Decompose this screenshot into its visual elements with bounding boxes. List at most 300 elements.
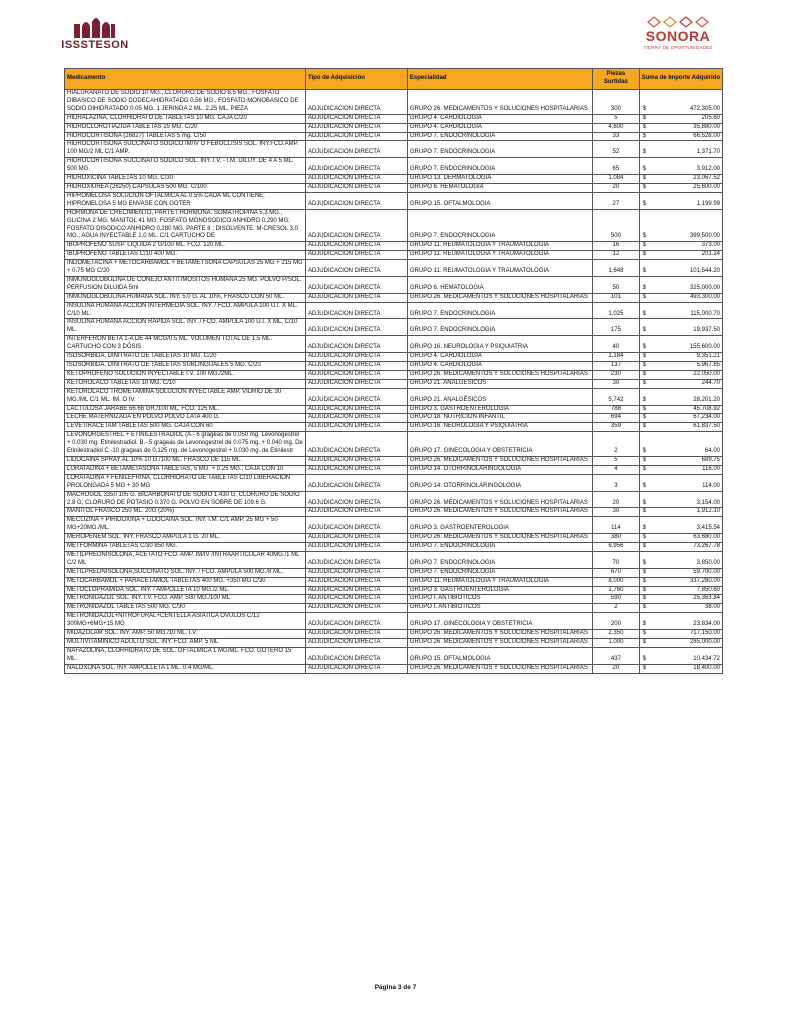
table-row xyxy=(65,319,723,336)
medicine-name-cell: HIDROCORTISONA SUCCINATO SODICO SOL. INY. I.V. - I.M. DILUY. DE 4 A 5 ML. 500 MG. xyxy=(65,158,306,175)
currency-symbol: $ xyxy=(642,639,646,645)
currency-symbol: $ xyxy=(642,251,646,258)
amount-cell xyxy=(639,543,722,552)
specialty-cell: GRUPO 4. CARDIOLOGIA xyxy=(407,362,592,371)
pieces-cell: 670 xyxy=(593,568,639,577)
table-row xyxy=(65,491,723,508)
currency-symbol: $ xyxy=(642,621,646,628)
medicine-name-cell: ISOSORBIDA, DINITRATO DE TABLETAS 10 MG. C/20 xyxy=(65,353,306,362)
amount-cell xyxy=(639,319,722,336)
specialty-cell: GRUPO 11. REUMATOLOGIA Y TRAUMATOLOGIA xyxy=(407,577,592,586)
amount-value: 337,280.00 xyxy=(689,577,720,584)
column-header-medicamento: Medicamento xyxy=(65,69,306,90)
currency-symbol: $ xyxy=(642,568,646,575)
amount-value: 10,434.72 xyxy=(693,655,720,662)
currency-symbol: $ xyxy=(642,105,646,112)
medicine-name-cell: METFORMINA TABLETAS C/30 850 MG. xyxy=(65,543,306,552)
acquisition-type-cell: ADJUDICACION DIRECTA xyxy=(305,613,407,630)
amount-value: 73,267.78 xyxy=(693,543,720,550)
specialty-cell: GRUPO 6. HEMATOLOGIA xyxy=(407,276,592,293)
acquisition-type-cell: ADJUDICACION DIRECTA xyxy=(305,336,407,353)
sonora-logo xyxy=(640,16,716,56)
amount-value: 23,067.52 xyxy=(693,175,720,182)
table-row xyxy=(65,664,723,673)
acquisition-type-cell: ADJUDICACION DIRECTA xyxy=(305,586,407,595)
amount-value: 28,201.20 xyxy=(693,396,720,403)
pieces-cell: 1,025 xyxy=(593,302,639,319)
currency-symbol: $ xyxy=(642,200,646,207)
table-row xyxy=(65,132,723,141)
acquisition-type-cell: ADJUDICACION DIRECTA xyxy=(305,293,407,302)
currency-symbol: $ xyxy=(642,604,646,611)
column-header-importe: Suma de Importe Adquirido xyxy=(639,69,722,90)
amount-value: 155,600.00 xyxy=(689,344,720,351)
acquisition-type-cell: ADJUDICACION DIRECTA xyxy=(305,114,407,123)
pieces-cell: 788 xyxy=(593,405,639,414)
specialty-cell: GRUPO 11. REUMATOLOGIA Y TRAUMATOLOGIA xyxy=(407,251,592,260)
specialty-cell: GRUPO 26. MEDICAMENTOS Y SOLUCIONES HOSPITALARIAS xyxy=(407,534,592,543)
specialty-cell: GRUPO 11. REUMATOLOGIA Y TRAUMATOLOGIA xyxy=(407,242,592,251)
acquisition-type-cell: ADJUDICACION DIRECTA xyxy=(305,432,407,457)
medicine-name-cell: INSULINA HUMANA ACCION INTERMEDIA SOL. INY. / FCO. AMPULA 100 U.I. X ML. C/10 ML. xyxy=(65,302,306,319)
pieces-cell: 300 xyxy=(593,90,639,115)
amount-value: 1,371.70 xyxy=(696,149,720,156)
specialty-cell: GRUPO 4. CARDIOLOGIA xyxy=(407,123,592,132)
medicine-name-cell: IBUPROFENO SUSP. LIQUIDA 2 G/100 ML. FCO. 120 ML. xyxy=(65,242,306,251)
pieces-cell: 20 xyxy=(593,491,639,508)
amount-cell xyxy=(639,534,722,543)
medicine-name-cell: MACROGOL 3350 105 G. BICARBONATO DE SODIO 1.430 G, CLORURO DE SODIO 2.8 G, CLORURO DE POTASIO 0.370 G. POLVO EN SOBRE DE 109.6 G. xyxy=(65,491,306,508)
medicine-name-cell: METRONIDAZOL+NITROFURAL+CENTELLA ASIATICA OVULOS C/12 300MG+6MG+15 MG xyxy=(65,613,306,630)
amount-value: 63,680.00 xyxy=(693,534,720,541)
pieces-cell: 5,742 xyxy=(593,388,639,405)
acquisition-type-cell: ADJUDICACION DIRECTA xyxy=(305,639,407,648)
amount-value: 373.00 xyxy=(701,242,720,249)
amount-value: 101,544.20 xyxy=(689,268,720,275)
table-row xyxy=(65,388,723,405)
amount-cell xyxy=(639,336,722,353)
specialty-cell: GRUPO 7. ENDOCRINOLOGIA xyxy=(407,319,592,336)
table-row xyxy=(65,465,723,474)
pieces-cell: 694 xyxy=(593,414,639,423)
issstesson-wordmark: ISSSTESON xyxy=(61,39,129,51)
amount-cell xyxy=(639,175,722,184)
table-header-row xyxy=(65,69,723,90)
amount-cell xyxy=(639,414,722,423)
amount-cell xyxy=(639,474,722,491)
table-row xyxy=(65,276,723,293)
pieces-cell: 12 xyxy=(593,251,639,260)
medicine-name-cell: LEVETIRACETAM TABLETAS 500 MG. CAJA CON 60 xyxy=(65,423,306,432)
amount-cell xyxy=(639,276,722,293)
amount-value: 19,937.50 xyxy=(693,327,720,334)
acquisition-type-cell: ADJUDICACION DIRECTA xyxy=(305,379,407,388)
acquisition-type-cell: ADJUDICACION DIRECTA xyxy=(305,370,407,379)
acquisition-type-cell: ADJUDICACION DIRECTA xyxy=(305,517,407,534)
table-row xyxy=(65,414,723,423)
acquisition-type-cell: ADJUDICACION DIRECTA xyxy=(305,630,407,639)
acquisition-type-cell: ADJUDICACION DIRECTA xyxy=(305,647,407,664)
acquisition-type-cell: ADJUDICACION DIRECTA xyxy=(305,209,407,242)
table-row xyxy=(65,362,723,371)
medicine-name-cell: MIDAZOLAM SOL. INY. AMP. 50 MG./10 ML. I.V. xyxy=(65,630,306,639)
amount-cell xyxy=(639,405,722,414)
amount-cell xyxy=(639,568,722,577)
medicine-name-cell: INDOMETACINA + METOCARBAMOL + BETAMETSONA CAPSULAS 25 MG + 215 MG + 0.75 MG C/20 xyxy=(65,260,306,277)
amount-cell xyxy=(639,604,722,613)
medicine-name-cell: IBUPROFENO TABLETAS C/10 400 MG. xyxy=(65,251,306,260)
table-row xyxy=(65,242,723,251)
amount-value: 7,850.60 xyxy=(696,586,720,593)
specialty-cell: GRUPO 3. GASTROENTEROLOGIA xyxy=(407,517,592,534)
currency-symbol: $ xyxy=(642,123,646,130)
acquisition-type-cell: ADJUDICACION DIRECTA xyxy=(305,388,407,405)
pieces-cell: 3 xyxy=(593,474,639,491)
specialty-cell: GRUPO 13. DERMATOLOGIA xyxy=(407,175,592,184)
medicine-name-cell: LORATADINA + FENILEFRINA, CLORHIDRATO DE TABLETAS C/10 LIBERACION PROLONGADA 5 MG + 30 MG xyxy=(65,474,306,491)
table-row xyxy=(65,639,723,648)
table-row xyxy=(65,114,723,123)
amount-cell xyxy=(639,586,722,595)
pieces-cell: 175 xyxy=(593,319,639,336)
amount-value: 689.75 xyxy=(701,456,720,463)
amount-value: 59,700.00 xyxy=(693,568,720,575)
table-row xyxy=(65,568,723,577)
currency-symbol: $ xyxy=(642,405,646,412)
amount-value: 717,150.00 xyxy=(689,630,720,637)
amount-cell xyxy=(639,90,722,115)
currency-symbol: $ xyxy=(642,448,646,455)
medicine-name-cell: INMUNOGLOBULINA HUMANA SOL. INY. 5.0 G. AL 10%, FRASCO CON 50 ML. xyxy=(65,293,306,302)
medicine-name-cell: NAFAZOLINA, CLORHIDRATO DE SOL. OFTALMICA 1 MG/ML. FCO. GOTERO 15 ML. xyxy=(65,647,306,664)
currency-symbol: $ xyxy=(642,534,646,541)
specialty-cell: GRUPO 3. GASTROENTEROLOGIA xyxy=(407,405,592,414)
acquisition-type-cell: ADJUDICACION DIRECTA xyxy=(305,132,407,141)
amount-value: 201.24 xyxy=(701,251,720,258)
currency-symbol: $ xyxy=(642,344,646,351)
currency-symbol: $ xyxy=(642,175,646,182)
medicine-name-cell: ISOSORBIDA, DINITRATO DE TABLETAS SUBLINGUALES 5 MG. C/20 xyxy=(65,362,306,371)
specialty-cell: GRUPO 14. OTORRINOLARINGOLOGIA xyxy=(407,465,592,474)
pieces-cell: 380 xyxy=(593,534,639,543)
medicine-name-cell: NALOXONA SOL. INY. AMPOLLETA 1 ML. 0.4 MG/ML. xyxy=(65,664,306,673)
pieces-cell: 1,648 xyxy=(593,260,639,277)
specialty-cell: GRUPO 4. CARDIOLOGIA xyxy=(407,353,592,362)
amount-cell xyxy=(639,114,722,123)
pieces-cell: 200 xyxy=(593,613,639,630)
amount-value: 66,528.00 xyxy=(693,132,720,139)
table-row xyxy=(65,551,723,568)
table-row xyxy=(65,251,723,260)
specialty-cell: GRUPO 4. CARDIOLOGIA xyxy=(407,114,592,123)
medicine-name-cell: INMUNOGLOBULINA DE CONEJO ANTITIMOSITOS HUMANA 25 MG. POLVO P/SOL. PERFUSION DILUIDA 5ml xyxy=(65,276,306,293)
amount-cell xyxy=(639,551,722,568)
medicines-table xyxy=(64,68,723,674)
acquisition-type-cell: ADJUDICACION DIRECTA xyxy=(305,543,407,552)
acquisition-type-cell: ADJUDICACION DIRECTA xyxy=(305,423,407,432)
table-row xyxy=(65,517,723,534)
table-row xyxy=(65,474,723,491)
currency-symbol: $ xyxy=(642,396,646,403)
amount-value: 1,912.10 xyxy=(696,508,720,515)
table-row xyxy=(65,260,723,277)
medicine-name-cell: HIDROCORTISONA (26827) TABLETAS 5 mg. C/50 xyxy=(65,132,306,141)
amount-value: 9,351.21 xyxy=(696,353,720,360)
acquisition-type-cell: ADJUDICACION DIRECTA xyxy=(305,405,407,414)
column-header-piezas: Piezas Surtidas xyxy=(593,69,639,90)
acquisition-type-cell: ADJUDICACION DIRECTA xyxy=(305,465,407,474)
currency-symbol: $ xyxy=(642,166,646,173)
medicine-name-cell: HIDROCORTISONA SUCCINATO SODICO IM/IV O FEBOCLISIS SOL. INY.FCO.AMP. 100 MG/2 ML C/1 AMP. xyxy=(65,141,306,158)
amount-value: 205.60 xyxy=(701,114,720,121)
amount-value: 3,912.00 xyxy=(696,166,720,173)
specialty-cell: GRUPO 26. MEDICAMENTOS Y SOLUCIONES HOSPITALARIAS xyxy=(407,639,592,648)
amount-cell xyxy=(639,362,722,371)
medicine-name-cell: HIDROCLOROTIAZIDA TABLETAS 25 MG. C/20 xyxy=(65,123,306,132)
pieces-cell: 4 xyxy=(593,465,639,474)
currency-symbol: $ xyxy=(642,362,646,368)
currency-symbol: $ xyxy=(642,499,646,506)
specialty-cell: GRUPO 26. MEDICAMENTOS Y SOLUCIONES HOSPITALARIAS xyxy=(407,664,592,673)
pieces-cell: 30 xyxy=(593,508,639,517)
acquisition-type-cell: ADJUDICACION DIRECTA xyxy=(305,183,407,192)
pieces-cell: 20 xyxy=(593,664,639,673)
acquisition-type-cell: ADJUDICACION DIRECTA xyxy=(305,508,407,517)
currency-symbol: $ xyxy=(642,114,646,121)
amount-value: 45,708.92 xyxy=(693,405,720,412)
amount-cell xyxy=(639,432,722,457)
amount-value: 61,837.50 xyxy=(693,423,720,430)
acquisition-type-cell: ADJUDICACION DIRECTA xyxy=(305,551,407,568)
table-row xyxy=(65,370,723,379)
amount-cell xyxy=(639,508,722,517)
medicine-name-cell: MEROPENEM SOL. INY. FRASCO AMPULA 1 G. 20 ML. xyxy=(65,534,306,543)
table-row xyxy=(65,158,723,175)
currency-symbol: $ xyxy=(642,370,646,377)
amount-value: 244.70 xyxy=(701,379,720,386)
specialty-cell: GRUPO 7. ENDOCRINOLOGIA xyxy=(407,209,592,242)
medicine-name-cell: METILPREDNISOLONA, ACETATO FCO. AMP. IM/IV /INTRAARTICULAR 40MG./1 ML C/2 ML xyxy=(65,551,306,568)
medicine-name-cell: HIALURANATO DE SODIO 10 MG., CLORURO DE SODIO 8.5 MG., FOSFATO DIBASICO DE SODIO DODECAHIDRATADO 0.56 MG., FOSFATO MONOBASICO DE SODIO DIHIDRATADO 0.05 MG. 1 JERINGA 2 ML. 2.25 ML. PIEZA xyxy=(65,90,306,115)
specialty-cell: GRUPO 26. MEDICAMENTOS Y SOLUCIONES HOSPITALARIAS xyxy=(407,456,592,465)
specialty-cell: GRUPO 26. MEDICAMENTOS Y SOLUCIONES HOSPITALARIAS xyxy=(407,90,592,115)
acquisition-type-cell: ADJUDICACION DIRECTA xyxy=(305,353,407,362)
specialty-cell: GRUPO 17. GINECOLOGIA Y OBSTETRICIA xyxy=(407,613,592,630)
pieces-cell: 137 xyxy=(593,362,639,371)
issstesson-logo xyxy=(56,14,132,54)
currency-symbol: $ xyxy=(642,465,646,472)
acquisition-type-cell: ADJUDICACION DIRECTA xyxy=(305,534,407,543)
medicine-name-cell: METRONIDAZOL SOL. INY. I.V. FCO. AMP. 500 MG./100 ML xyxy=(65,595,306,604)
pieces-cell: 33 xyxy=(593,132,639,141)
amount-value: 25,600.00 xyxy=(693,183,720,190)
acquisition-type-cell: ADJUDICACION DIRECTA xyxy=(305,568,407,577)
amount-cell xyxy=(639,141,722,158)
pieces-cell: 2 xyxy=(593,604,639,613)
medicine-name-cell: KETOROLACO TABLETAS 10 MG. C/10 xyxy=(65,379,306,388)
table-row xyxy=(65,405,723,414)
acquisition-type-cell: ADJUDICACION DIRECTA xyxy=(305,595,407,604)
column-header-especialidad: Especialidad xyxy=(407,69,592,90)
amount-cell xyxy=(639,123,722,132)
specialty-cell: GRUPO 7. ENDOCRINOLOGIA xyxy=(407,568,592,577)
table-row xyxy=(65,90,723,115)
amount-cell xyxy=(639,251,722,260)
amount-value: 493,300.00 xyxy=(689,293,720,300)
medicine-name-cell: LORATADINA + BETAMETASONA TABLETAS, 5 MG. + 0.25 MG., CAJA CON 10 xyxy=(65,465,306,474)
pieces-cell: 1,000 xyxy=(593,639,639,648)
currency-symbol: $ xyxy=(642,630,646,637)
amount-cell xyxy=(639,158,722,175)
currency-symbol: $ xyxy=(642,284,646,291)
medicine-name-cell: METOCARBAMOL + PARACETAMOL TABLETAS 400 MG. +350 MG C/30 xyxy=(65,577,306,586)
specialty-cell: GRUPO 21. ANALGÉSICOS xyxy=(407,379,592,388)
currency-symbol: $ xyxy=(642,242,646,249)
table-row xyxy=(65,534,723,543)
amount-cell xyxy=(639,353,722,362)
acquisition-type-cell: ADJUDICACION DIRECTA xyxy=(305,141,407,158)
currency-symbol: $ xyxy=(642,233,646,240)
medicine-name-cell: METRONIDAZOL TABLETAS 500 MG. C/30 xyxy=(65,604,306,613)
medicine-name-cell: INTERFERON BETA 1-A DE 44 MCG/0.5 ML. VOLUMEN TOTAL DE 1.5 ML. CARTUCHO CON 3 DÓSIS xyxy=(65,336,306,353)
amount-cell xyxy=(639,293,722,302)
amount-value: 399,500.00 xyxy=(689,233,720,240)
medicine-name-cell: MULTIVITAMINICO ADULTO SOL. INY. FCO. AMP. 5 ML xyxy=(65,639,306,648)
amount-cell xyxy=(639,517,722,534)
specialty-cell: GRUPO 18. NUTRICION INFANTIL xyxy=(407,414,592,423)
acquisition-type-cell: ADJUDICACION DIRECTA xyxy=(305,319,407,336)
specialty-cell: GRUPO I. ANTIBIOTICOS xyxy=(407,595,592,604)
acquisition-type-cell: ADJUDICACION DIRECTA xyxy=(305,302,407,319)
pieces-cell: 16 xyxy=(593,242,639,251)
table-row xyxy=(65,456,723,465)
specialty-cell: GRUPO I. ANTIBIOTICOS xyxy=(407,604,592,613)
currency-symbol: $ xyxy=(642,664,646,671)
currency-symbol: $ xyxy=(642,586,646,593)
amount-value: 285,000.00 xyxy=(689,639,720,645)
amount-cell xyxy=(639,132,722,141)
specialty-cell: GRUPO 16. NEUROLOGIA Y PSIQUIATRIA xyxy=(407,423,592,432)
acquisition-type-cell: ADJUDICACION DIRECTA xyxy=(305,664,407,673)
amount-cell xyxy=(639,595,722,604)
pieces-cell: 590 xyxy=(593,595,639,604)
amount-value: 3,415.54 xyxy=(696,525,720,532)
sonora-wordmark: SONORA xyxy=(645,28,711,44)
acquisition-type-cell: ADJUDICACION DIRECTA xyxy=(305,604,407,613)
acquisition-type-cell: ADJUDICACION DIRECTA xyxy=(305,362,407,371)
table-row xyxy=(65,183,723,192)
amount-value: 115,000.70 xyxy=(690,310,720,317)
amount-value: 25,363.84 xyxy=(693,595,720,602)
amount-value: 38.00 xyxy=(704,604,720,611)
medicine-name-cell: HORMONA DE CRECIMIENTO, PARTE I HORMONA: SOMATROPINA 5,3 MG., GLICINA 2 MG. MANITOL 41 MG; FOSFATO MONOSODICO ANHIDRO 0,290 MG; FOSFATO DISODICO ANHIDRO 0,280 MG. PARTE II ; DISOLVENTE: M-CRESOL 3,0 MG.; AGUA INYECTABLE 1,0 ML. C/1 CARTUCHO DE xyxy=(65,209,306,242)
pieces-cell: 27 xyxy=(593,192,639,209)
amount-value: 18,400.00 xyxy=(693,664,720,671)
specialty-cell: GRUPO 26. MEDICAMENTOS Y SOLUCIONES HOSPITALARIAS xyxy=(407,630,592,639)
acquisition-type-cell: ADJUDICACION DIRECTA xyxy=(305,90,407,115)
acquisition-type-cell: ADJUDICACION DIRECTA xyxy=(305,456,407,465)
table-row xyxy=(65,379,723,388)
acquisition-type-cell: ADJUDICACION DIRECTA xyxy=(305,192,407,209)
pieces-cell: 2,350 xyxy=(593,630,639,639)
sonora-tagline: TIERRA DE OPORTUNIDADES xyxy=(643,45,713,50)
currency-symbol: $ xyxy=(642,595,646,602)
pieces-cell: 8,000 xyxy=(593,577,639,586)
medicine-name-cell: HIDROXICINA TABLETAS 10 MG. C/30 xyxy=(65,175,306,184)
pieces-cell: 50 xyxy=(593,276,639,293)
currency-symbol: $ xyxy=(642,132,646,139)
table-row xyxy=(65,209,723,242)
table-row xyxy=(65,604,723,613)
amount-cell xyxy=(639,370,722,379)
amount-value: 116.00 xyxy=(702,465,720,472)
acquisition-type-cell: ADJUDICACION DIRECTA xyxy=(305,123,407,132)
amount-cell xyxy=(639,465,722,474)
pieces-cell: 1,184 xyxy=(593,353,639,362)
medicine-name-cell: METOCLOPRAMIDA SOL. INY. / AMPOLLETA 10 MG./2 ML. xyxy=(65,586,306,595)
table-row xyxy=(65,336,723,353)
specialty-cell: GRUPO 7. ENDOCRINOLOGIA xyxy=(407,132,592,141)
table-row xyxy=(65,647,723,664)
currency-symbol: $ xyxy=(642,183,646,190)
acquisition-type-cell: ADJUDICACION DIRECTA xyxy=(305,260,407,277)
currency-symbol: $ xyxy=(642,149,646,156)
amount-value: 3,154.00 xyxy=(696,499,720,506)
pieces-cell: 5 xyxy=(593,114,639,123)
table-row xyxy=(65,123,723,132)
currency-symbol: $ xyxy=(642,577,646,584)
specialty-cell: GRUPO 26. MEDICAMENTOS Y SOLUCIONES HOSPITALARIAS xyxy=(407,508,592,517)
currency-symbol: $ xyxy=(642,327,646,334)
amount-value: 3,850.00 xyxy=(696,559,720,566)
currency-symbol: $ xyxy=(642,353,646,360)
table-row xyxy=(65,630,723,639)
currency-symbol: $ xyxy=(642,379,646,386)
amount-cell xyxy=(639,630,722,639)
currency-symbol: $ xyxy=(642,559,646,566)
currency-symbol: $ xyxy=(642,525,646,532)
currency-symbol: $ xyxy=(642,655,646,662)
pieces-cell: 1,760 xyxy=(593,586,639,595)
pieces-cell: 4,600 xyxy=(593,123,639,132)
table-row xyxy=(65,586,723,595)
medicine-name-cell: HIPROMELOSA SOLUCION OFTALMICA AL 0.5% CADA ML CONTIENE: HIPROMELOSA 5 MG ENVASE CON GOTER xyxy=(65,192,306,209)
amount-cell xyxy=(639,577,722,586)
specialty-cell: GRUPO 17. GINECOLOGIA Y OBSTETRICIA xyxy=(407,432,592,457)
amount-cell xyxy=(639,639,722,648)
amount-cell xyxy=(639,613,722,630)
page-number: Página 3 de 7 xyxy=(374,984,417,991)
issstesson-emblem-icon xyxy=(72,14,116,38)
acquisition-type-cell: ADJUDICACION DIRECTA xyxy=(305,577,407,586)
acquisition-type-cell: ADJUDICACION DIRECTA xyxy=(305,414,407,423)
amount-value: 23,834.00 xyxy=(693,621,720,628)
pieces-cell: 6,956 xyxy=(593,543,639,552)
currency-symbol: $ xyxy=(642,293,646,300)
pieces-cell: 52 xyxy=(593,141,639,158)
medicine-name-cell: MANITOL FRASCO 250 ML. 20G (20%) xyxy=(65,508,306,517)
acquisition-type-cell: ADJUDICACION DIRECTA xyxy=(305,175,407,184)
amount-value: 64.00 xyxy=(704,448,720,455)
pieces-cell: 70 xyxy=(593,551,639,568)
amount-cell xyxy=(639,647,722,664)
pieces-cell: 5 xyxy=(593,456,639,465)
medicine-name-cell: HIDRALAZINA, CLORHIDRATO DE TABLETAS 10 MG. CAJA C/20 xyxy=(65,114,306,123)
specialty-cell: GRUPO 3. GASTROENTEROLOGIA xyxy=(407,586,592,595)
amount-cell xyxy=(639,242,722,251)
medicine-name-cell: KETOPROFENO SOLUCION INYECTABLE I.V. 100 MG./2ML. xyxy=(65,370,306,379)
pieces-cell: 500 xyxy=(593,209,639,242)
